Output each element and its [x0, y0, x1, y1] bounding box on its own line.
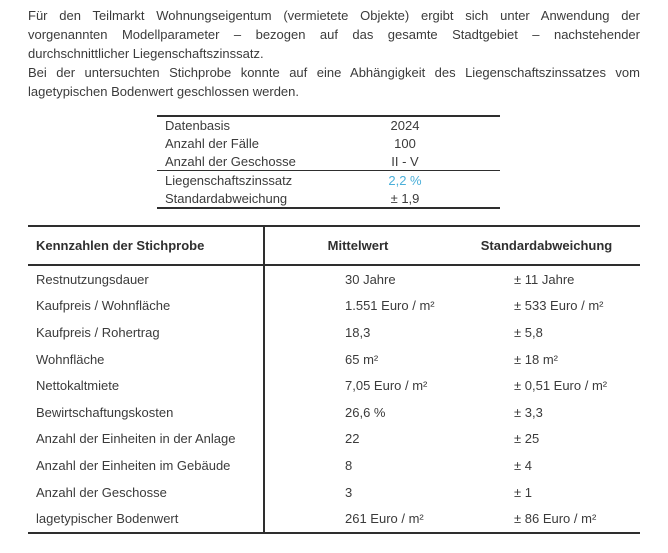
table-row	[157, 117, 500, 135]
table-row	[28, 266, 640, 293]
table-row	[28, 399, 640, 426]
liegenschaftszinssatz-value: 2,2 %	[388, 172, 422, 188]
column-header: Mittelwert	[327, 238, 389, 253]
table-row	[28, 319, 640, 346]
standardabweichung-value: ± 533 Euro / m²	[514, 298, 604, 314]
row-label: Anzahl der Geschosse	[36, 484, 167, 500]
table-row	[28, 346, 640, 373]
intro-paragraph-2: Bei der untersuchten Stichprobe konnte auf eine Abhängigkeit des Liegenschaftszinssatzes vom lagetypischen Bodenwert geschlossen werden.	[28, 65, 640, 99]
mittelwert-value: 65 m²	[345, 351, 379, 367]
table-row	[28, 479, 640, 506]
row-label: Datenbasis	[165, 118, 231, 134]
table-row	[28, 505, 640, 532]
mittelwert-value: 261 Euro / m²	[345, 511, 424, 527]
row-label: lagetypischer Bodenwert	[36, 511, 179, 527]
detail-table	[28, 225, 640, 534]
row-label: Nettokaltmiete	[36, 378, 120, 394]
mittelwert-value: 3	[345, 484, 353, 500]
table-row	[157, 135, 500, 153]
row-label: Wohnfläche	[36, 351, 105, 367]
table-column-divider	[263, 227, 265, 532]
row-label: Anzahl der Geschosse	[165, 153, 296, 169]
mittelwert-value: 30 Jahre	[345, 271, 396, 287]
row-label: Restnutzungsdauer	[36, 271, 149, 287]
standardabweichung-value: ± 25	[514, 431, 540, 447]
mittelwert-value: 8	[345, 457, 353, 473]
table-row	[28, 372, 640, 399]
table-header-row	[28, 227, 640, 266]
standardabweichung-value: ± 86 Euro / m²	[514, 511, 597, 527]
standardabweichung-value: ± 3,3	[514, 404, 543, 420]
mittelwert-value: 7,05 Euro / m²	[345, 378, 428, 394]
row-label: Standardabweichung	[165, 190, 288, 206]
row-label: Anzahl der Einheiten im Gebäude	[36, 457, 231, 473]
standardabweichung-value: ± 4	[514, 457, 532, 473]
row-label: Anzahl der Fälle	[165, 136, 259, 152]
mittelwert-value: 22	[345, 431, 360, 447]
table-row	[28, 452, 640, 479]
row-value: 100	[394, 136, 416, 152]
standardabweichung-value: ± 1	[514, 484, 532, 500]
intro-paragraph-1: Für den Teilmarkt Wohnungseigentum (vermietete Objekte) ergibt sich unter Anwendung der vorgenannten Modellparameter – bezogen auf das gesamte Stadtgebiet – nachstehender durchschnittlicher Liegenschaftszinssatz.	[28, 8, 640, 61]
standardabweichung-value: ± 5,8	[514, 324, 543, 340]
summary-table	[157, 115, 500, 209]
mittelwert-value: 18,3	[345, 324, 371, 340]
row-label: Liegenschaftszinssatz	[165, 172, 293, 188]
row-label: Anzahl der Einheiten in der Anlage	[36, 431, 236, 447]
column-header: Standardabweichung	[480, 238, 613, 253]
row-label: Kaufpreis / Rohertrag	[36, 324, 160, 340]
intro-text-block	[28, 6, 640, 101]
table-row	[28, 293, 640, 320]
row-label: Kaufpreis / Wohnfläche	[36, 298, 171, 314]
standardabweichung-value: ± 0,51 Euro / m²	[514, 378, 608, 394]
column-header: Kennzahlen der Stichprobe	[36, 238, 205, 253]
table-row	[157, 153, 500, 171]
row-value: 2024	[390, 118, 420, 134]
row-value: ± 1,9	[390, 190, 420, 206]
mittelwert-value: 1.551 Euro / m²	[345, 298, 435, 314]
table-row	[157, 170, 500, 189]
table-row	[28, 426, 640, 453]
row-label: Bewirtschaftungskosten	[36, 404, 174, 420]
standardabweichung-value: ± 18 m²	[514, 351, 558, 367]
mittelwert-value: 26,6 %	[345, 404, 386, 420]
row-value: II - V	[391, 153, 419, 169]
standardabweichung-value: ± 11 Jahre	[514, 271, 575, 287]
table-row	[157, 189, 500, 207]
